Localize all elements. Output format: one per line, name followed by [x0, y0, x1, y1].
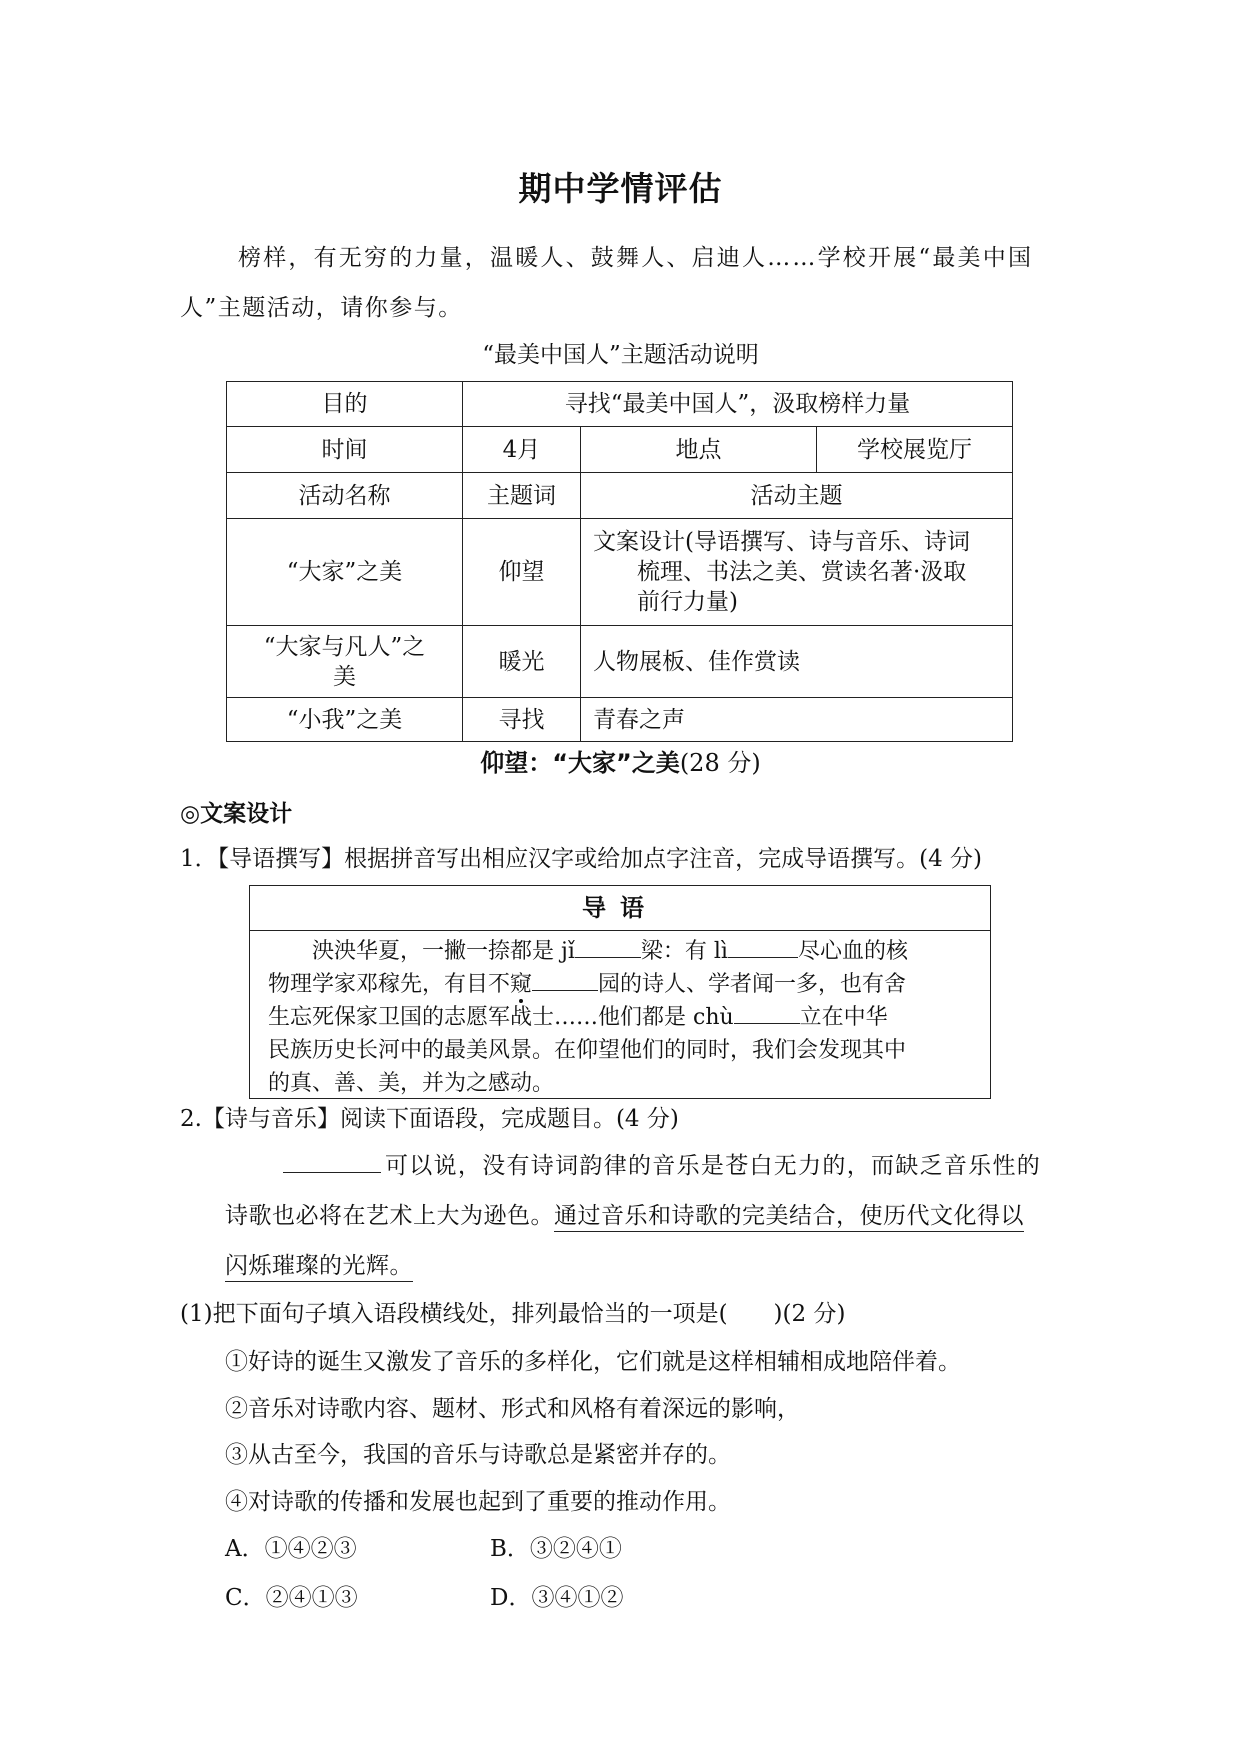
answer-blank[interactable]	[575, 935, 641, 958]
intro-line-2: 人”主题活动，请你参与。	[180, 295, 463, 321]
subsection-heading: ◎文案设计	[180, 801, 293, 827]
purpose-label: 目的	[227, 382, 463, 427]
guide-line	[268, 968, 974, 1001]
guide-line: 民族历史长河中的最美风景。在仰望他们的同时，我们会发现其中	[268, 1038, 907, 1063]
guide-line: 的真、善、美，并为之感动。	[268, 1071, 555, 1096]
table-caption: “最美中国人”主题活动说明	[482, 342, 759, 368]
row-keyword: 仰望	[463, 519, 581, 626]
row-name: “大家”之美	[227, 519, 463, 626]
row-name	[227, 626, 463, 698]
guide-text: 物理学家邓稼先，有目不	[268, 972, 511, 997]
table-row	[227, 427, 1013, 473]
option-a[interactable]: A．①④②③	[225, 1536, 357, 1562]
option-b[interactable]: B．③②④①	[490, 1536, 622, 1562]
table-row	[227, 382, 1013, 427]
guide-text: 生忘死保家卫国的志愿军战士……他们都是 chù	[268, 1005, 734, 1030]
row-theme: 青春之声	[581, 698, 1013, 742]
table-row	[227, 698, 1013, 742]
option-d[interactable]: D．③④①②	[490, 1585, 624, 1611]
activity-table	[226, 381, 1013, 742]
place-label: 地点	[581, 427, 817, 473]
row-keyword: 寻找	[463, 698, 581, 742]
intro-line-1: 榜样，有无穷的力量，温暖人、鼓舞人、启迪人……学校开展“最美中国	[238, 245, 1034, 271]
passage-line	[225, 1247, 413, 1280]
question-2: 2.【诗与音乐】阅读下面语段，完成题目。(4 分)	[180, 1106, 679, 1132]
row-name-line: 美	[333, 663, 356, 690]
sentence-2: ②音乐对诗歌内容、题材、形式和风格有着深远的影响，	[225, 1396, 800, 1422]
row-theme	[581, 519, 1013, 626]
passage-line	[283, 1147, 1041, 1180]
table-row	[227, 519, 1013, 626]
purpose-value: 寻找“最美中国人”，汲取榜样力量	[463, 382, 1013, 427]
guide-text: 梁：有 lì	[640, 939, 728, 964]
answer-blank[interactable]	[532, 968, 598, 991]
col-header-theme: 活动主题	[581, 473, 1013, 519]
underlined-text: 闪烁璀璨的光辉。	[225, 1253, 413, 1282]
col-header-name: 活动名称	[227, 473, 463, 519]
time-label: 时间	[227, 427, 463, 473]
passage-text: 诗歌也必将在艺术上大为逊色。	[225, 1203, 554, 1229]
guide-text: 泱泱华夏，一撇一捺都是 jǐ	[312, 939, 575, 964]
guide-text: 园的诗人、学者闻一多，也有舍	[598, 972, 907, 997]
place-value: 学校展览厅	[817, 427, 1013, 473]
guide-text: 尽心血的核	[797, 939, 908, 964]
section-score: (28 分)	[679, 749, 761, 777]
sentence-3: ③从古至今，我国的音乐与诗歌总是紧密并存的。	[225, 1442, 731, 1468]
row-theme-line: 文案设计(导语撰写、诗与音乐、诗词	[593, 529, 970, 555]
guide-line	[268, 935, 974, 968]
passage-text: 可以说，没有诗词韵律的音乐是苍白无力的，而缺乏音乐性的	[385, 1153, 1042, 1179]
guide-box-body	[250, 931, 990, 1100]
row-name-line: “大家与凡人”之	[263, 633, 426, 660]
guide-box	[249, 885, 991, 1099]
page-title: 期中学情评估	[518, 169, 723, 208]
underlined-text: 通过音乐和诗歌的完美结合，使历代文化得以	[554, 1203, 1024, 1232]
row-theme-line: 前行力量)	[637, 589, 738, 615]
answer-blank[interactable]	[728, 935, 798, 958]
question-1: 1．【导语撰写】根据拼音写出相应汉字或给加点字注音，完成导语撰写。(4 分)	[180, 846, 983, 872]
time-value: 4月	[463, 427, 581, 473]
guide-line	[268, 1001, 974, 1034]
row-theme-line: 梳理、书法之美、赏读名著·汲取	[637, 559, 967, 585]
sentence-4: ④对诗歌的传播和发展也起到了重要的推动作用。	[225, 1489, 731, 1515]
row-name: “小我”之美	[227, 698, 463, 742]
section-title: 仰望：“大家”之美	[480, 749, 680, 777]
option-c[interactable]: C．②④①③	[225, 1585, 358, 1611]
dotted-character: 窥	[510, 972, 533, 997]
sentence-1: ①好诗的诞生又激发了音乐的多样化，它们就是这样相辅相成地陪伴着。	[225, 1349, 961, 1375]
answer-blank[interactable]	[283, 1152, 381, 1173]
guide-text: 立在中华	[799, 1005, 888, 1030]
table-row	[227, 473, 1013, 519]
passage-line	[225, 1197, 1024, 1230]
row-theme: 人物展板、佳作赏读	[581, 626, 1013, 698]
row-keyword: 暖光	[463, 626, 581, 698]
col-header-keyword: 主题词	[463, 473, 581, 519]
guide-box-title: 导语	[250, 886, 990, 931]
section-heading	[0, 743, 1241, 778]
sub-question-1: (1)把下面句子填入语段横线处，排列最恰当的一项是( )(2 分)	[180, 1301, 846, 1327]
table-row	[227, 626, 1013, 698]
answer-blank[interactable]	[734, 1001, 800, 1024]
